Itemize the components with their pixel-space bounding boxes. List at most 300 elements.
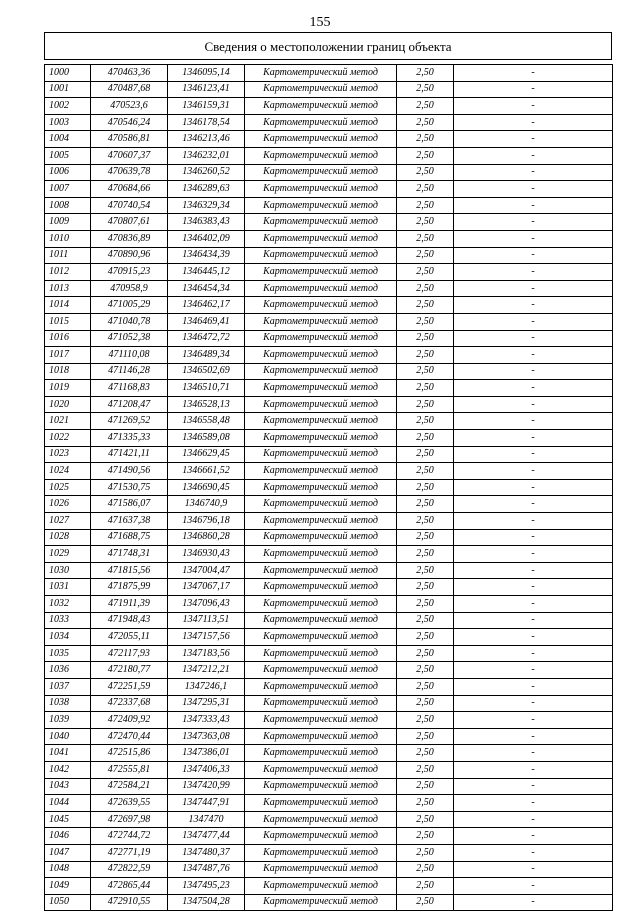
table-row — [45, 513, 613, 530]
table-row — [45, 230, 613, 247]
table-row — [45, 197, 613, 214]
accuracy-cell: 2,50 — [397, 878, 454, 895]
accuracy-cell: 2,50 — [397, 247, 454, 264]
x-coordinate-cell: 472470,44 — [91, 728, 168, 745]
point-number-cell: 1025 — [45, 479, 91, 496]
x-coordinate-cell: 471490,56 — [91, 463, 168, 480]
x-coordinate-cell: 471688,75 — [91, 529, 168, 546]
point-number-cell: 1028 — [45, 529, 91, 546]
method-cell: Картометрический метод — [245, 645, 397, 662]
accuracy-cell: 2,50 — [397, 678, 454, 695]
table-row — [45, 181, 613, 198]
table-row — [45, 496, 613, 513]
x-coordinate-cell: 472822,59 — [91, 861, 168, 878]
point-number-cell: 1006 — [45, 164, 91, 181]
y-coordinate-cell: 1346510,71 — [168, 380, 245, 397]
point-number-cell: 1039 — [45, 712, 91, 729]
method-cell: Картометрический метод — [245, 828, 397, 845]
description-cell: - — [454, 579, 613, 596]
table-row — [45, 579, 613, 596]
method-cell: Картометрический метод — [245, 363, 397, 380]
y-coordinate-cell: 1346232,01 — [168, 147, 245, 164]
description-cell: - — [454, 479, 613, 496]
point-number-cell: 1010 — [45, 230, 91, 247]
table-row — [45, 712, 613, 729]
description-cell: - — [454, 446, 613, 463]
table-row — [45, 828, 613, 845]
x-coordinate-cell: 470463,36 — [91, 65, 168, 82]
method-cell: Картометрический метод — [245, 878, 397, 895]
x-coordinate-cell: 470890,96 — [91, 247, 168, 264]
description-cell: - — [454, 280, 613, 297]
point-number-cell: 1008 — [45, 197, 91, 214]
x-coordinate-cell: 472409,92 — [91, 712, 168, 729]
x-coordinate-cell: 470639,78 — [91, 164, 168, 181]
method-cell: Картометрический метод — [245, 181, 397, 198]
point-number-cell: 1013 — [45, 280, 91, 297]
table-row — [45, 280, 613, 297]
accuracy-cell: 2,50 — [397, 695, 454, 712]
accuracy-cell: 2,50 — [397, 761, 454, 778]
x-coordinate-cell: 472180,77 — [91, 662, 168, 679]
method-cell: Картометрический метод — [245, 695, 397, 712]
accuracy-cell: 2,50 — [397, 230, 454, 247]
y-coordinate-cell: 1347113,51 — [168, 612, 245, 629]
y-coordinate-cell: 1347183,56 — [168, 645, 245, 662]
accuracy-cell: 2,50 — [397, 811, 454, 828]
accuracy-cell: 2,50 — [397, 114, 454, 131]
accuracy-cell: 2,50 — [397, 546, 454, 563]
y-coordinate-cell: 1346178,54 — [168, 114, 245, 131]
table-row — [45, 463, 613, 480]
point-number-cell: 1046 — [45, 828, 91, 845]
table-row — [45, 844, 613, 861]
method-cell: Картометрический метод — [245, 761, 397, 778]
method-cell: Картометрический метод — [245, 728, 397, 745]
accuracy-cell: 2,50 — [397, 645, 454, 662]
x-coordinate-cell: 471168,83 — [91, 380, 168, 397]
method-cell: Картометрический метод — [245, 396, 397, 413]
accuracy-cell: 2,50 — [397, 562, 454, 579]
y-coordinate-cell: 1347333,43 — [168, 712, 245, 729]
description-cell: - — [454, 147, 613, 164]
description-cell: - — [454, 430, 613, 447]
point-number-cell: 1002 — [45, 98, 91, 115]
description-cell: - — [454, 645, 613, 662]
y-coordinate-cell: 1346402,09 — [168, 230, 245, 247]
table-row — [45, 596, 613, 613]
accuracy-cell: 2,50 — [397, 513, 454, 530]
accuracy-cell: 2,50 — [397, 181, 454, 198]
description-cell: - — [454, 612, 613, 629]
point-number-cell: 1000 — [45, 65, 91, 82]
x-coordinate-cell: 471208,47 — [91, 396, 168, 413]
method-cell: Картометрический метод — [245, 430, 397, 447]
description-cell: - — [454, 761, 613, 778]
y-coordinate-cell: 1346489,34 — [168, 347, 245, 364]
method-cell: Картометрический метод — [245, 861, 397, 878]
table-row — [45, 546, 613, 563]
y-coordinate-cell: 1346289,63 — [168, 181, 245, 198]
x-coordinate-cell: 471269,52 — [91, 413, 168, 430]
accuracy-cell: 2,50 — [397, 147, 454, 164]
method-cell: Картометрический метод — [245, 562, 397, 579]
point-number-cell: 1019 — [45, 380, 91, 397]
table-row — [45, 761, 613, 778]
description-cell: - — [454, 98, 613, 115]
point-number-cell: 1017 — [45, 347, 91, 364]
boundary-sheet — [44, 32, 612, 911]
accuracy-cell: 2,50 — [397, 396, 454, 413]
x-coordinate-cell: 472337,68 — [91, 695, 168, 712]
table-row — [45, 878, 613, 895]
x-coordinate-cell: 470487,68 — [91, 81, 168, 98]
table-row — [45, 894, 613, 911]
coordinates-table — [44, 64, 613, 911]
method-cell: Картометрический метод — [245, 811, 397, 828]
description-cell: - — [454, 463, 613, 480]
description-cell: - — [454, 81, 613, 98]
y-coordinate-cell: 1346661,52 — [168, 463, 245, 480]
y-coordinate-cell: 1346159,31 — [168, 98, 245, 115]
x-coordinate-cell: 471948,43 — [91, 612, 168, 629]
description-cell: - — [454, 894, 613, 911]
accuracy-cell: 2,50 — [397, 214, 454, 231]
accuracy-cell: 2,50 — [397, 164, 454, 181]
description-cell: - — [454, 844, 613, 861]
point-number-cell: 1029 — [45, 546, 91, 563]
y-coordinate-cell: 1347096,43 — [168, 596, 245, 613]
description-cell: - — [454, 247, 613, 264]
point-number-cell: 1024 — [45, 463, 91, 480]
table-row — [45, 363, 613, 380]
method-cell: Картометрический метод — [245, 214, 397, 231]
description-cell: - — [454, 513, 613, 530]
description-cell: - — [454, 363, 613, 380]
coordinates-table-body — [45, 65, 613, 911]
description-cell: - — [454, 562, 613, 579]
point-number-cell: 1011 — [45, 247, 91, 264]
point-number-cell: 1040 — [45, 728, 91, 745]
y-coordinate-cell: 1346472,72 — [168, 330, 245, 347]
y-coordinate-cell: 1346629,45 — [168, 446, 245, 463]
y-coordinate-cell: 1346445,12 — [168, 264, 245, 281]
point-number-cell: 1015 — [45, 313, 91, 330]
y-coordinate-cell: 1346095,14 — [168, 65, 245, 82]
point-number-cell: 1033 — [45, 612, 91, 629]
x-coordinate-cell: 472555,81 — [91, 761, 168, 778]
table-row — [45, 562, 613, 579]
x-coordinate-cell: 472910,55 — [91, 894, 168, 911]
method-cell: Картометрический метод — [245, 662, 397, 679]
table-row — [45, 81, 613, 98]
method-cell: Картометрический метод — [245, 347, 397, 364]
table-row — [45, 745, 613, 762]
y-coordinate-cell: 1346589,08 — [168, 430, 245, 447]
x-coordinate-cell: 471421,11 — [91, 446, 168, 463]
point-number-cell: 1018 — [45, 363, 91, 380]
y-coordinate-cell: 1346260,52 — [168, 164, 245, 181]
y-coordinate-cell: 1346528,13 — [168, 396, 245, 413]
y-coordinate-cell: 1347246,1 — [168, 678, 245, 695]
method-cell: Картометрический метод — [245, 579, 397, 596]
accuracy-cell: 2,50 — [397, 579, 454, 596]
description-cell: - — [454, 728, 613, 745]
method-cell: Картометрический метод — [245, 114, 397, 131]
method-cell: Картометрический метод — [245, 413, 397, 430]
point-number-cell: 1026 — [45, 496, 91, 513]
accuracy-cell: 2,50 — [397, 894, 454, 911]
point-number-cell: 1027 — [45, 513, 91, 530]
description-cell: - — [454, 114, 613, 131]
accuracy-cell: 2,50 — [397, 596, 454, 613]
table-header-title: Сведения о местоположении границ объекта — [44, 32, 612, 60]
accuracy-cell: 2,50 — [397, 728, 454, 745]
description-cell: - — [454, 596, 613, 613]
point-number-cell: 1004 — [45, 131, 91, 148]
method-cell: Картометрический метод — [245, 546, 397, 563]
point-number-cell: 1044 — [45, 795, 91, 812]
y-coordinate-cell: 1346469,41 — [168, 313, 245, 330]
y-coordinate-cell: 1347067,17 — [168, 579, 245, 596]
accuracy-cell: 2,50 — [397, 479, 454, 496]
method-cell: Картометрический метод — [245, 197, 397, 214]
point-number-cell: 1049 — [45, 878, 91, 895]
accuracy-cell: 2,50 — [397, 131, 454, 148]
accuracy-cell: 2,50 — [397, 712, 454, 729]
point-number-cell: 1014 — [45, 297, 91, 314]
method-cell: Картометрический метод — [245, 678, 397, 695]
x-coordinate-cell: 472744,72 — [91, 828, 168, 845]
accuracy-cell: 2,50 — [397, 363, 454, 380]
point-number-cell: 1043 — [45, 778, 91, 795]
table-row — [45, 114, 613, 131]
x-coordinate-cell: 472117,93 — [91, 645, 168, 662]
method-cell: Картометрический метод — [245, 596, 397, 613]
y-coordinate-cell: 1347480,37 — [168, 844, 245, 861]
point-number-cell: 1037 — [45, 678, 91, 695]
description-cell: - — [454, 496, 613, 513]
description-cell: - — [454, 662, 613, 679]
method-cell: Картометрический метод — [245, 496, 397, 513]
point-number-cell: 1031 — [45, 579, 91, 596]
description-cell: - — [454, 413, 613, 430]
accuracy-cell: 2,50 — [397, 297, 454, 314]
accuracy-cell: 2,50 — [397, 98, 454, 115]
accuracy-cell: 2,50 — [397, 413, 454, 430]
method-cell: Картометрический метод — [245, 629, 397, 646]
description-cell: - — [454, 347, 613, 364]
description-cell: - — [454, 197, 613, 214]
x-coordinate-cell: 471005,29 — [91, 297, 168, 314]
table-row — [45, 313, 613, 330]
accuracy-cell: 2,50 — [397, 81, 454, 98]
y-coordinate-cell: 1346329,34 — [168, 197, 245, 214]
point-number-cell: 1016 — [45, 330, 91, 347]
table-row — [45, 247, 613, 264]
point-number-cell: 1047 — [45, 844, 91, 861]
table-row — [45, 695, 613, 712]
method-cell: Картометрический метод — [245, 98, 397, 115]
method-cell: Картометрический метод — [245, 745, 397, 762]
x-coordinate-cell: 471110,08 — [91, 347, 168, 364]
table-row — [45, 330, 613, 347]
method-cell: Картометрический метод — [245, 778, 397, 795]
table-row — [45, 131, 613, 148]
method-cell: Картометрический метод — [245, 230, 397, 247]
description-cell: - — [454, 214, 613, 231]
description-cell: - — [454, 629, 613, 646]
point-number-cell: 1001 — [45, 81, 91, 98]
accuracy-cell: 2,50 — [397, 844, 454, 861]
x-coordinate-cell: 471637,38 — [91, 513, 168, 530]
x-coordinate-cell: 470523,6 — [91, 98, 168, 115]
table-row — [45, 479, 613, 496]
x-coordinate-cell: 470807,61 — [91, 214, 168, 231]
y-coordinate-cell: 1347386,01 — [168, 745, 245, 762]
x-coordinate-cell: 470836,89 — [91, 230, 168, 247]
y-coordinate-cell: 1347477,44 — [168, 828, 245, 845]
x-coordinate-cell: 471040,78 — [91, 313, 168, 330]
table-row — [45, 612, 613, 629]
description-cell: - — [454, 181, 613, 198]
method-cell: Картометрический метод — [245, 612, 397, 629]
accuracy-cell: 2,50 — [397, 264, 454, 281]
accuracy-cell: 2,50 — [397, 612, 454, 629]
x-coordinate-cell: 471586,07 — [91, 496, 168, 513]
description-cell: - — [454, 695, 613, 712]
point-number-cell: 1032 — [45, 596, 91, 613]
x-coordinate-cell: 470546,24 — [91, 114, 168, 131]
x-coordinate-cell: 472055,11 — [91, 629, 168, 646]
y-coordinate-cell: 1347504,28 — [168, 894, 245, 911]
method-cell: Картометрический метод — [245, 513, 397, 530]
description-cell: - — [454, 230, 613, 247]
y-coordinate-cell: 1347487,76 — [168, 861, 245, 878]
point-number-cell: 1021 — [45, 413, 91, 430]
point-number-cell: 1034 — [45, 629, 91, 646]
point-number-cell: 1050 — [45, 894, 91, 911]
table-row — [45, 430, 613, 447]
y-coordinate-cell: 1346860,28 — [168, 529, 245, 546]
table-row — [45, 861, 613, 878]
y-coordinate-cell: 1347420,99 — [168, 778, 245, 795]
table-row — [45, 446, 613, 463]
point-number-cell: 1030 — [45, 562, 91, 579]
method-cell: Картометрический метод — [245, 330, 397, 347]
table-row — [45, 728, 613, 745]
description-cell: - — [454, 330, 613, 347]
method-cell: Картометрический метод — [245, 297, 397, 314]
description-cell: - — [454, 164, 613, 181]
x-coordinate-cell: 470586,81 — [91, 131, 168, 148]
y-coordinate-cell: 1346558,48 — [168, 413, 245, 430]
method-cell: Картометрический метод — [245, 247, 397, 264]
description-cell: - — [454, 828, 613, 845]
table-row — [45, 662, 613, 679]
x-coordinate-cell: 472584,21 — [91, 778, 168, 795]
table-row — [45, 147, 613, 164]
y-coordinate-cell: 1347004,47 — [168, 562, 245, 579]
description-cell: - — [454, 795, 613, 812]
method-cell: Картометрический метод — [245, 712, 397, 729]
x-coordinate-cell: 471748,31 — [91, 546, 168, 563]
x-coordinate-cell: 470915,23 — [91, 264, 168, 281]
method-cell: Картометрический метод — [245, 529, 397, 546]
x-coordinate-cell: 470684,66 — [91, 181, 168, 198]
description-cell: - — [454, 264, 613, 281]
point-number-cell: 1042 — [45, 761, 91, 778]
method-cell: Картометрический метод — [245, 264, 397, 281]
table-row — [45, 214, 613, 231]
table-row — [45, 396, 613, 413]
point-number-cell: 1038 — [45, 695, 91, 712]
x-coordinate-cell: 470958,9 — [91, 280, 168, 297]
description-cell: - — [454, 861, 613, 878]
x-coordinate-cell: 471815,56 — [91, 562, 168, 579]
accuracy-cell: 2,50 — [397, 380, 454, 397]
table-row — [45, 778, 613, 795]
description-cell: - — [454, 396, 613, 413]
method-cell: Картометрический метод — [245, 479, 397, 496]
method-cell: Картометрический метод — [245, 65, 397, 82]
x-coordinate-cell: 471146,28 — [91, 363, 168, 380]
point-number-cell: 1022 — [45, 430, 91, 447]
table-row — [45, 347, 613, 364]
x-coordinate-cell: 470740,54 — [91, 197, 168, 214]
accuracy-cell: 2,50 — [397, 662, 454, 679]
x-coordinate-cell: 472865,44 — [91, 878, 168, 895]
accuracy-cell: 2,50 — [397, 778, 454, 795]
x-coordinate-cell: 472771,19 — [91, 844, 168, 861]
y-coordinate-cell: 1346690,45 — [168, 479, 245, 496]
y-coordinate-cell: 1346383,43 — [168, 214, 245, 231]
y-coordinate-cell: 1347447,91 — [168, 795, 245, 812]
accuracy-cell: 2,50 — [397, 313, 454, 330]
description-cell: - — [454, 313, 613, 330]
description-cell: - — [454, 131, 613, 148]
description-cell: - — [454, 546, 613, 563]
point-number-cell: 1012 — [45, 264, 91, 281]
table-row — [45, 795, 613, 812]
point-number-cell: 1007 — [45, 181, 91, 198]
accuracy-cell: 2,50 — [397, 529, 454, 546]
method-cell: Картометрический метод — [245, 131, 397, 148]
x-coordinate-cell: 471530,75 — [91, 479, 168, 496]
x-coordinate-cell: 472515,86 — [91, 745, 168, 762]
method-cell: Картометрический метод — [245, 463, 397, 480]
table-row — [45, 164, 613, 181]
x-coordinate-cell: 472251,59 — [91, 678, 168, 695]
y-coordinate-cell: 1346930,43 — [168, 546, 245, 563]
point-number-cell: 1005 — [45, 147, 91, 164]
method-cell: Картометрический метод — [245, 894, 397, 911]
y-coordinate-cell: 1346502,69 — [168, 363, 245, 380]
table-row — [45, 645, 613, 662]
accuracy-cell: 2,50 — [397, 330, 454, 347]
method-cell: Картометрический метод — [245, 164, 397, 181]
y-coordinate-cell: 1346454,34 — [168, 280, 245, 297]
method-cell: Картометрический метод — [245, 81, 397, 98]
description-cell: - — [454, 712, 613, 729]
accuracy-cell: 2,50 — [397, 629, 454, 646]
method-cell: Картометрический метод — [245, 795, 397, 812]
table-row — [45, 297, 613, 314]
y-coordinate-cell: 1347157,56 — [168, 629, 245, 646]
point-number-cell: 1023 — [45, 446, 91, 463]
table-row — [45, 98, 613, 115]
method-cell: Картометрический метод — [245, 313, 397, 330]
